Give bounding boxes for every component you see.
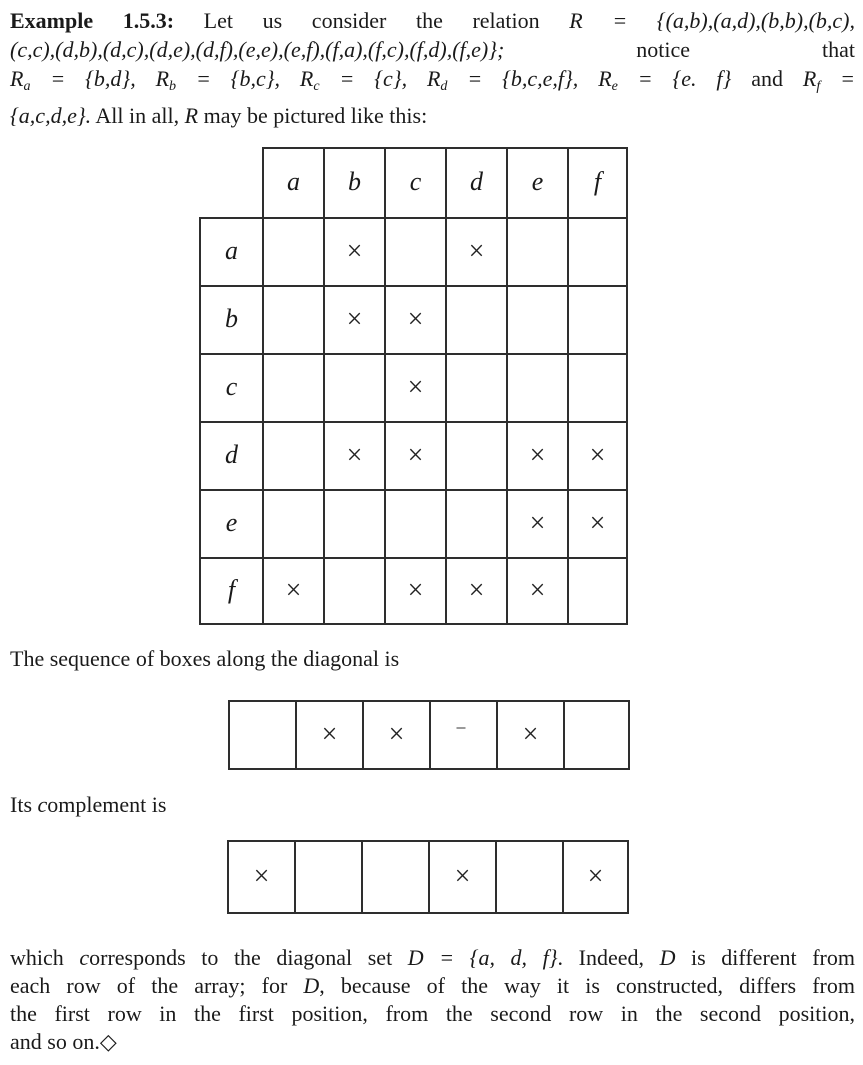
cross-mark: × <box>587 861 604 892</box>
cross-mark: × <box>529 575 546 606</box>
outro-line-3 <box>10 1000 855 1028</box>
text-segment: = {c}, <box>319 66 427 91</box>
relation-matrix-table <box>199 147 629 626</box>
matrix-cell-ef <box>567 489 628 557</box>
text-segment: is different from <box>675 945 855 970</box>
matrix-cell-da <box>262 421 323 489</box>
text-segment: {a,c,d,e}. <box>10 102 92 128</box>
cross-mark: × <box>321 719 338 750</box>
matrix-cell-ad <box>445 217 506 285</box>
intro-line-3 <box>10 64 855 101</box>
intro-line-4 <box>10 101 855 130</box>
cross-mark: × <box>346 304 363 335</box>
header-letter: e <box>225 507 238 537</box>
outro-line-2 <box>10 972 855 1000</box>
cross-mark: × <box>529 440 546 471</box>
cross-mark: × <box>407 304 424 335</box>
text-segment: Example 1.5.3: <box>10 8 175 33</box>
matrix-row-header-a <box>199 217 262 285</box>
text-segment: and <box>751 66 803 91</box>
matrix-cell-af <box>567 217 628 285</box>
diagonal-sequence-row <box>228 700 632 770</box>
cross-mark: × <box>589 440 606 471</box>
complement-box-cell-3 <box>361 840 428 914</box>
text-segment: may be pictured like this: <box>198 102 428 128</box>
text-segment: notice that <box>504 37 855 62</box>
diagonal-box-cell-5 <box>496 700 563 770</box>
header-letter: d <box>470 166 483 196</box>
matrix-cell-fe <box>506 557 567 625</box>
matrix-cell-ff <box>567 557 628 625</box>
cross-mark: × <box>407 575 424 606</box>
matrix-col-header-b <box>323 147 384 217</box>
text-segment: orresponds to the diagonal set <box>89 945 408 970</box>
cross-mark: × <box>589 508 606 539</box>
text-segment: c <box>313 77 320 94</box>
text-segment: D <box>303 973 320 998</box>
text-segment: = {b,c}, <box>176 66 300 91</box>
matrix-cell-bd <box>445 285 506 353</box>
matrix-cell-be <box>506 285 567 353</box>
text-segment: R <box>299 66 314 91</box>
header-letter: b <box>348 166 361 196</box>
text-segment: the first row in the first position, from the second row in the second position, <box>10 1001 855 1026</box>
header-letter: f <box>227 574 236 604</box>
text-segment: b <box>169 77 177 94</box>
text-segment: Its <box>10 792 38 817</box>
text-segment: = {b,c,e,f}, <box>447 66 599 91</box>
text-segment: a <box>23 77 31 94</box>
matrix-cell-ca <box>262 353 323 421</box>
header-letter: b <box>225 303 238 333</box>
cross-mark: × <box>407 372 424 403</box>
closing-paragraph <box>10 944 855 1056</box>
cross-mark: × <box>253 861 270 892</box>
text-segment: and so on. <box>10 1029 100 1054</box>
text-segment: ◇ <box>99 1029 117 1054</box>
matrix-row-header-b <box>199 285 262 353</box>
complement-box-cell-6 <box>562 840 629 914</box>
matrix-cell-ec <box>384 489 445 557</box>
matrix-cell-fa <box>262 557 323 625</box>
complement-row <box>227 840 631 914</box>
matrix-cell-ae <box>506 217 567 285</box>
complement-box-cell-5 <box>495 840 562 914</box>
text-segment: e <box>611 77 618 94</box>
header-letter: d <box>225 439 238 469</box>
text-segment: R <box>184 102 199 128</box>
outro-line-1 <box>10 944 855 972</box>
text-segment: c <box>37 792 48 817</box>
matrix-col-header-c <box>384 147 445 217</box>
complement-box-cell-4 <box>428 840 495 914</box>
text-segment: which <box>10 945 80 970</box>
text-segment: D = {a, d, f} <box>407 945 558 970</box>
cross-mark: × <box>285 575 302 606</box>
matrix-cell-bb <box>323 285 384 353</box>
text-segment: R <box>10 66 24 91</box>
matrix-row-header-f <box>199 557 262 625</box>
text-segment: = <box>820 66 855 91</box>
text-segment: d <box>440 77 448 94</box>
diagonal-box-cell-2 <box>295 700 362 770</box>
complement-box-cell-2 <box>294 840 361 914</box>
matrix-cell-bc <box>384 285 445 353</box>
matrix-cell-cf <box>567 353 628 421</box>
text-segment: R = {(a,b),(a,d),(b,b),(b,c), <box>569 8 855 33</box>
diagonal-box-cell-3 <box>362 700 429 770</box>
cross-mark: × <box>468 575 485 606</box>
matrix-cell-ba <box>262 285 323 353</box>
matrix-cell-cd <box>445 353 506 421</box>
matrix-cell-cc <box>384 353 445 421</box>
header-letter: a <box>225 235 238 265</box>
cross-mark: × <box>468 236 485 267</box>
text-segment: R <box>802 66 817 91</box>
matrix-cell-fb <box>323 557 384 625</box>
matrix-col-header-d <box>445 147 506 217</box>
matrix-cell-aa <box>262 217 323 285</box>
matrix-cell-db <box>323 421 384 489</box>
matrix-row-header-e <box>199 489 262 557</box>
matrix-cell-fd <box>445 557 506 625</box>
matrix-col-header-e <box>506 147 567 217</box>
text-segment: R <box>426 66 441 91</box>
matrix-cell-ee <box>506 489 567 557</box>
header-letter: f <box>593 166 602 196</box>
matrix-cell-ea <box>262 489 323 557</box>
matrix-cell-ce <box>506 353 567 421</box>
cross-mark: × <box>454 861 471 892</box>
header-letter: e <box>531 166 544 196</box>
header-letter: a <box>287 166 300 196</box>
text-segment: D <box>659 945 676 970</box>
diagonal-box-cell-1 <box>228 700 295 770</box>
complement-caption <box>10 792 166 818</box>
text-segment: = {e. f} <box>617 66 752 91</box>
cross-mark: × <box>388 719 405 750</box>
matrix-cell-ac <box>384 217 445 285</box>
text-segment: , because of the way it is constructed, differs from <box>319 973 855 998</box>
matrix-cell-fc <box>384 557 445 625</box>
header-letter: c <box>225 371 238 401</box>
text-segment: c <box>79 945 90 970</box>
cross-mark: × <box>529 508 546 539</box>
text-segment: (c,c),(d,b),(d,c),(d,e),(d,f),(e,e),(e,f),(f,a),(f,c),(f,d),(f,e)}; <box>10 37 505 62</box>
text-segment: omplement is <box>47 792 167 817</box>
matrix-col-header-a <box>262 147 323 217</box>
text-segment: R <box>598 66 612 91</box>
outro-line-4 <box>10 1028 855 1056</box>
text-segment: . Indeed, <box>557 945 660 970</box>
diagonal-box-cell-4 <box>429 700 496 770</box>
cross-mark: × <box>346 236 363 267</box>
text-segment: Let us consider the relation <box>174 8 570 33</box>
intro-line-1 <box>10 6 855 35</box>
matrix-cell-eb <box>323 489 384 557</box>
cross-mark: × <box>522 719 539 750</box>
cross-mark: × <box>407 440 424 471</box>
matrix-cell-cb <box>323 353 384 421</box>
cross-mark: × <box>346 440 363 471</box>
faint-dash-mark <box>456 727 465 729</box>
text-segment: R <box>155 66 170 91</box>
diagonal-box-cell-6 <box>563 700 630 770</box>
matrix-row-header-c <box>199 353 262 421</box>
text-segment: = {b,d}, <box>30 66 156 91</box>
matrix-col-header-f <box>567 147 628 217</box>
text-segment: f <box>816 77 821 94</box>
matrix-cell-dc <box>384 421 445 489</box>
intro-line-2 <box>10 35 855 64</box>
diagonal-caption <box>10 646 399 672</box>
header-letter: c <box>409 166 422 196</box>
matrix-row-header-d <box>199 421 262 489</box>
matrix-cell-de <box>506 421 567 489</box>
matrix-cell-ab <box>323 217 384 285</box>
matrix-cell-ed <box>445 489 506 557</box>
text-segment: All in all, <box>91 102 185 128</box>
matrix-cell-dd <box>445 421 506 489</box>
matrix-cell-bf <box>567 285 628 353</box>
example-intro-paragraph <box>10 6 855 130</box>
matrix-cell-df <box>567 421 628 489</box>
text-segment: The sequence of boxes along the diagonal is <box>10 646 400 671</box>
text-segment: each row of the array; for <box>10 973 304 998</box>
complement-box-cell-1 <box>227 840 294 914</box>
